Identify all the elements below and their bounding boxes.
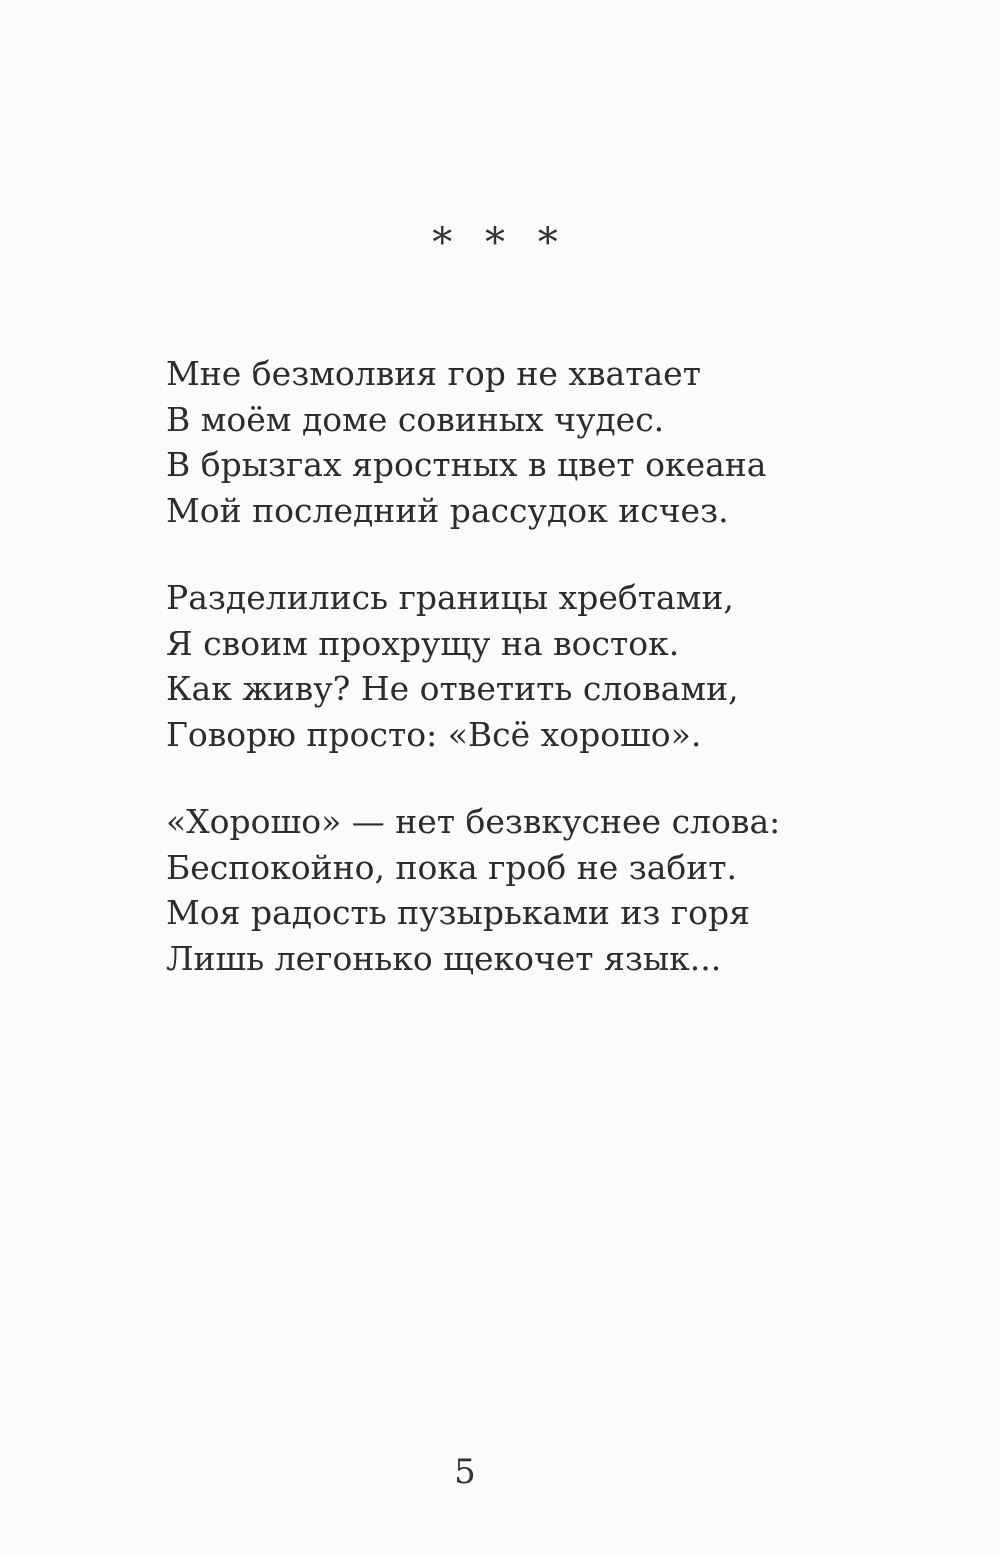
poem-line: Мой последний рассудок исчез. bbox=[166, 490, 729, 530]
stanza-1 bbox=[166, 351, 886, 533]
poem-line: Беспокойно, пока гроб не забит. bbox=[166, 847, 738, 887]
poem-line: Мне безмолвия гор не хватает bbox=[166, 354, 701, 393]
poem-line: «Хорошо» — нет безвкуснее слова: bbox=[166, 802, 781, 841]
poem bbox=[166, 351, 886, 981]
poem-line: Как живу? Не ответить словами, bbox=[166, 669, 739, 708]
poem-line: Моя радость пузырьками из горя bbox=[166, 893, 750, 932]
section-separator: * * * bbox=[432, 220, 568, 266]
poem-line: Я своим прохрущу на восток. bbox=[166, 623, 680, 663]
poem-line: В моём доме совиных чудес. bbox=[166, 399, 665, 439]
poem-line: Разделились границы хребтами, bbox=[166, 578, 734, 617]
stanza-2 bbox=[166, 575, 886, 757]
page-number: 5 bbox=[454, 1452, 476, 1492]
poem-line: Говорю просто: «Всё хорошо». bbox=[166, 714, 702, 754]
stanza-3 bbox=[166, 799, 886, 981]
poem-line: В брызгах яростных в цвет океана bbox=[166, 445, 767, 484]
poem-line: Лишь легонько щекочет язык... bbox=[166, 938, 722, 978]
